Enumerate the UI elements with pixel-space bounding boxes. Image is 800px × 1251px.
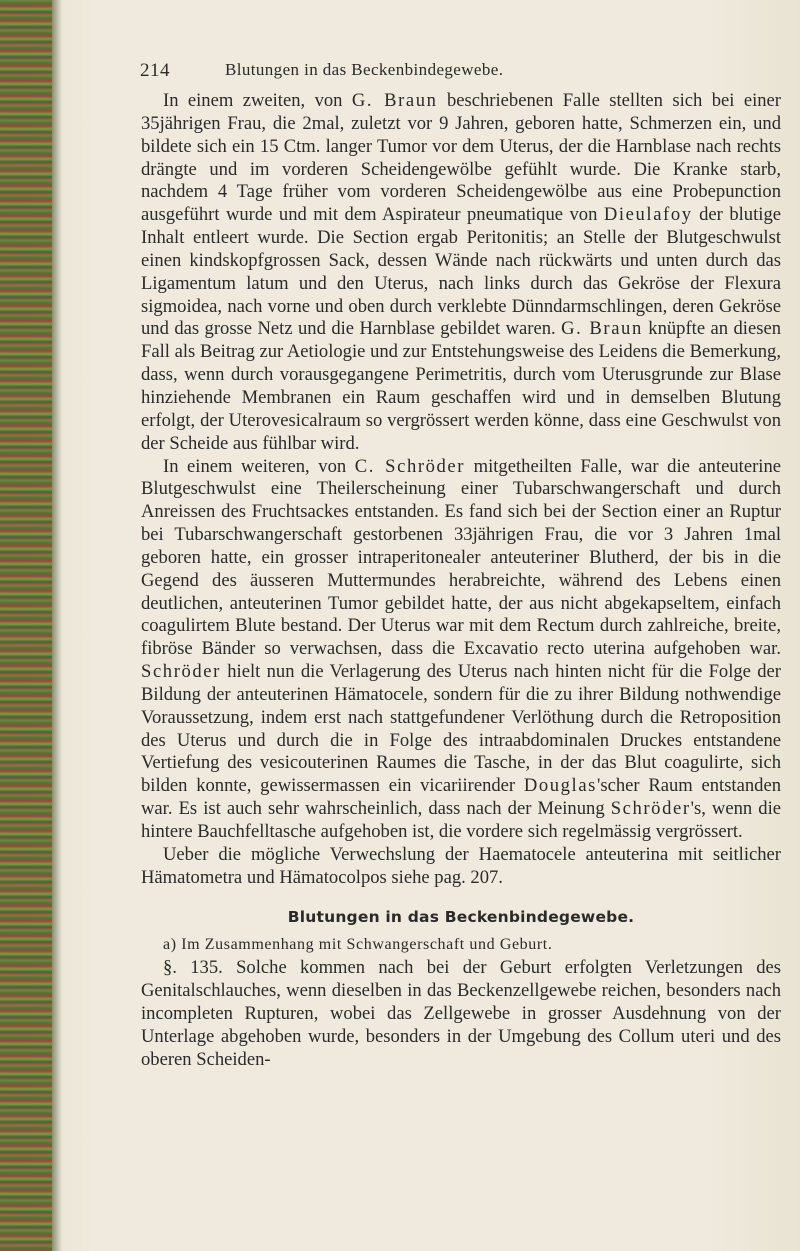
book-binding-edge [0,0,52,1251]
author-name: Douglas [523,775,598,797]
section-heading: Blutungen in das Beckenbindegewebe. [287,907,635,926]
paragraph-braun-case: In einem zweiten, von G. Braun beschriebenen Falle stellten sich bei einer 35jährigen Frau, die 2mal, zuletzt vor 9 Jahren, geboren hatte, Schmerzen ein, und bildete sich ein 15 Ctm. langer Tumor vor dem Uterus, der die Harnblase nach rechts drängte und im vorderen Scheidengewölbe gefühlt wurde. Die Kranke starb, nachdem 4 Tage früher vom vorderen Scheidengewölbe aus eine Probepunction ausgeführt wurde und mit dem Aspirateur pneumatique von Dieulafoy der blutige Inhalt entleert wurde. Die Section ergab Peritonitis; an Stelle der Blutgeschwulst einen kindskopfgrossen Sack, dessen Wände nach rückwärts und unten durch das Ligamentum latum und den Uterus, nach links durch das Gekröse der Flexura sigmoidea, nach vorne und oben durch verklebte Dünndarmschlingen, deren Gekröse und das grosse Netz und die Harnblase gebildet waren. G. Braun knüpfte an diesen Fall als Beitrag zur Aetiologie und zur Entstehungsweise des Leidens die Bemerkung, dass, wenn durch vorausgegangene Perimetritis, durch vom Uterusgrunde zur Blase hinziehende Membranen ein Raum geschaffen wird und in demselben Blutung erfolgt, der Uterovesicalraum so vergrössert werden könne, dass eine Geschwulst von der Scheide aus fühlbar wird. [141,90,781,454]
subsection-heading: a) Im Zusammenhang mit Schwangerschaft und Geburt. [163,936,553,954]
author-name: Schröder [141,661,221,683]
running-title: Blutungen in das Beckenbindegewebe. [225,60,504,79]
author-name: Schröder [610,798,691,820]
page-number: 214 [140,60,170,81]
author-name: G. Braun [561,318,643,340]
body-text [141,90,781,1071]
binding-shadow [52,0,62,1251]
paragraph-section-135: §. 135. Solche kommen nach bei der Geburt erfolgten Verletzungen des Genitalschlauches, wenn dieselben in das Beckenzellgewebe reichen, besonders nach incompleten Rupturen, wobei das Zellgewebe in grosser Ausdehnung von der Unterlage abgehoben wurde, besonders in der Umgebung des Collum uteri und des oberen Scheiden- [141,957,781,1070]
running-header [140,60,760,82]
author-name: C. Schröder [354,455,466,477]
author-name: G. Braun [351,90,438,111]
paragraph-cross-reference: Ueber die mögliche Verwechslung der Haematocele anteuterina mit seitlicher Hämatometra und Hämatocolpos siehe pag. 207. [141,843,781,888]
paragraph-schroeder-case: In einem weiteren, von C. Schröder mitgetheilten Falle, war die anteuterine Blutgeschwulst eine Theilerscheinung einer Tubarschwangerschaft und durch Anreissen des Fruchtsackes entstanden. Es fand sich bei der Section einer an Ruptur bei Tubarschwangerschaft gestorbenen 33jährigen Frau, die vor 3 Jahren 1mal geboren hatte, ein grosser intraperitonealer anteuteriner Blutherd, der bis in die Gegend des äusseren Muttermundes herabreichte, während des Lebens einen deutlichen, anteuterinen Tumor gebildet hatte, der aus nicht abgekapseltem, einfach coagulirtem Blute bestand. Der Uterus war mit dem Rectum durch zahlreiche, breite, fibröse Bänder so verwachsen, dass die Excavatio recto uterina aufgehoben war. Schröder hielt nun die Verlagerung des Uterus nach hinten nicht für die Folge der Bildung der anteuterinen Hämatocele, sondern für die zu ihrer Bildung nothwendige Voraussetzung, indem erst nach stattgefundener Verlöthung durch die Retroposition des Uterus und durch die in Folge des intraabdominalen Druckes entstandene Vertiefung des vesicouterinen Raumes die Tasche, in der das Blut coagulirte, sich bilden konnte, gewissermassen ein vicariirender Douglas'scher Raum entstanden war. Es ist auch sehr wahrscheinlich, dass nach der Meinung Schröder's, wenn die hintere Bauchfelltasche aufgehoben ist, die vordere sich regelmässig vergrössert. [141,455,782,842]
author-name: Dieulafoy [603,204,693,226]
